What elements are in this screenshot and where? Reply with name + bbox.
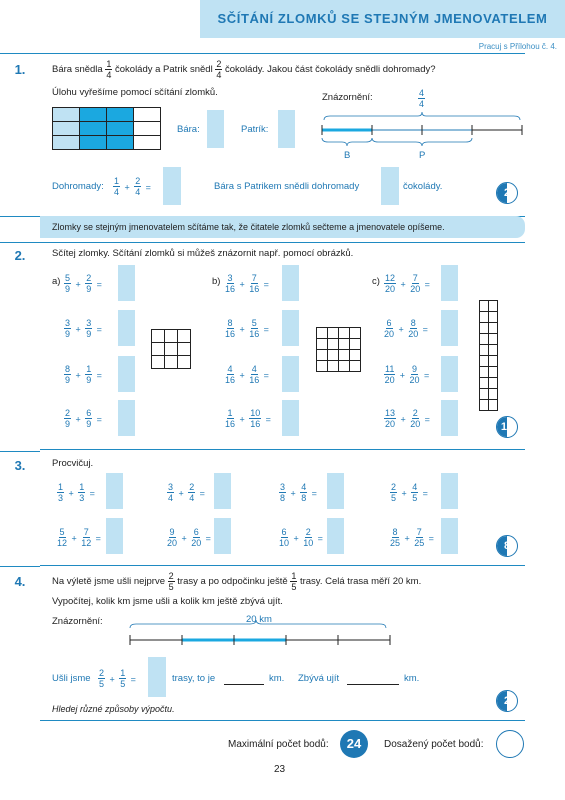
label-a: a) xyxy=(52,276,61,287)
fraction-sum: $\frac{5}{9}$ + $\frac{2}{9}$ = xyxy=(65,273,102,294)
fraction-sum: $\frac{13}{20}$ + $\frac{2}{20}$ = xyxy=(385,408,430,429)
answer-box[interactable] xyxy=(118,265,135,301)
fraction: $\frac{7}{25}$ xyxy=(414,527,425,548)
route-text: trasy, to je xyxy=(172,673,216,684)
fraction-sum: $\frac{5}{12}$ + $\frac{7}{12}$ = xyxy=(57,527,101,548)
fraction: $\frac{3}{16}$ xyxy=(225,273,236,294)
fraction: $\frac{3}{8}$ xyxy=(280,482,286,503)
segment-b-label: B xyxy=(344,150,351,161)
fraction: $\frac{9}{20}$ xyxy=(167,527,178,548)
fraction: $\frac{1}{4}$ xyxy=(106,59,112,80)
fraction-sum: $\frac{4}{16}$ + $\frac{4}{16}$ = xyxy=(225,364,269,385)
fraction: $\frac{4}{5}$ xyxy=(412,482,418,503)
page-title: SČÍTÁNÍ ZLOMKŮ SE STEJNÝM JMENOVATELEM xyxy=(217,11,548,26)
answer-box[interactable] xyxy=(106,518,123,554)
answer-box[interactable] xyxy=(441,265,458,301)
score-circle[interactable] xyxy=(496,730,524,758)
bara-answer-box[interactable] xyxy=(207,110,224,148)
fraction: $\frac{8}{9}$ xyxy=(65,364,71,385)
fraction-sum: $\frac{1}{16}$ + $\frac{10}{16}$ = xyxy=(225,408,271,429)
answer-box[interactable] xyxy=(118,310,135,346)
fraction-sum: $\frac{8}{25}$ + $\frac{7}{25}$ = xyxy=(390,527,434,548)
km-unit: km. xyxy=(404,673,420,684)
fraction: $\frac{5}{12}$ xyxy=(57,527,68,548)
patrik-answer-box[interactable] xyxy=(278,110,295,148)
answer-box[interactable] xyxy=(441,518,458,554)
fraction: $\frac{8}{16}$ xyxy=(225,318,236,339)
ex4-sum: $\frac{2}{5}$ + $\frac{1}{5}$ = xyxy=(99,668,136,689)
separator xyxy=(40,720,525,721)
answer-box[interactable] xyxy=(441,356,458,392)
segment-p-label: P xyxy=(419,150,426,161)
fraction-sum: $\frac{9}{20}$ + $\frac{6}{20}$ = xyxy=(167,527,211,548)
ex4-hint: Hledej různé způsoby výpočtu. xyxy=(52,704,175,714)
fraction-sum: $\frac{1}{3}$ + $\frac{1}{3}$ = xyxy=(58,482,95,503)
answer-box[interactable] xyxy=(441,310,458,346)
km-remaining-input[interactable] xyxy=(347,674,399,685)
exercise-number: 2. xyxy=(14,248,26,263)
fraction-sum: $\frac{2}{9}$ + $\frac{6}{9}$ = xyxy=(65,408,102,429)
fraction: $\frac{2}{4}$ xyxy=(189,482,195,503)
ex3-instruction: Procvičuj. xyxy=(52,458,94,469)
fraction-sum: $\frac{8}{16}$ + $\frac{5}{16}$ = xyxy=(225,318,269,339)
max-points-label: Maximální počet bodů: xyxy=(228,739,329,750)
answer-box[interactable] xyxy=(214,473,231,509)
fraction: $\frac{13}{20}$ xyxy=(385,408,396,429)
points-badge: 8 xyxy=(496,535,518,557)
fraction: $\frac{4}{16}$ xyxy=(225,364,236,385)
fraction: $\frac{4}{16}$ xyxy=(249,364,260,385)
points-badge: 2 xyxy=(496,690,518,712)
answer-box[interactable] xyxy=(282,310,299,346)
max-points-badge: 24 xyxy=(340,730,368,758)
page-subtitle: Pracuj s Přílohou č. 4. xyxy=(478,42,557,51)
ex4-question: Na výletě jsme ušli nejprve $\frac{2}{5}$ trasy a po odpočinku ještě $\frac{1}{5}$ trasy. Celá trasa měří 20 km. xyxy=(52,571,422,592)
fraction: $\frac{7}{12}$ xyxy=(81,527,92,548)
ex4-sum-answer-box[interactable] xyxy=(148,657,166,697)
fraction: $\frac{1}{3}$ xyxy=(79,482,85,503)
fraction: $\frac{10}{16}$ xyxy=(250,408,261,429)
fraction-sum: $\frac{3}{4}$ + $\frac{2}{4}$ = xyxy=(168,482,205,503)
fraction: $\frac{1}{3}$ xyxy=(58,482,64,503)
answer-box[interactable] xyxy=(118,356,135,392)
fraction: $\frac{6}{20}$ xyxy=(384,318,395,339)
fraction: $\frac{5}{9}$ xyxy=(65,273,71,294)
route-length-label: 20 km xyxy=(246,614,272,625)
ex1-method: Úlohu vyřešíme pomocí sčítání zlomků. xyxy=(52,87,218,98)
fraction-sum: $\frac{3}{16}$ + $\frac{7}{16}$ = xyxy=(225,273,269,294)
km-walked-input[interactable] xyxy=(224,674,264,685)
ex1-answer-end: čokolády. xyxy=(403,181,443,192)
answer-box[interactable] xyxy=(106,473,123,509)
label-c: c) xyxy=(372,276,380,287)
fraction: $\frac{8}{25}$ xyxy=(390,527,401,548)
bara-label: Bára: xyxy=(177,124,200,135)
fraction-sum: $\frac{6}{10}$ + $\frac{2}{10}$ = xyxy=(279,527,323,548)
separator xyxy=(0,566,40,567)
label-b: b) xyxy=(212,276,221,287)
ex4-number-line xyxy=(126,620,396,650)
whole-fraction: $\frac{4}{4}$ xyxy=(419,88,425,109)
fraction-sum: $\frac{8}{9}$ + $\frac{1}{9}$ = xyxy=(65,364,102,385)
fraction: $\frac{2}{4}$ xyxy=(216,59,222,80)
answer-box[interactable] xyxy=(327,518,344,554)
fraction: $\frac{2}{10}$ xyxy=(303,527,314,548)
ex4-question2: Vypočítej, kolik km jsme ušli a kolik km ještě zbývá ujít. xyxy=(52,596,283,607)
separator xyxy=(0,451,40,452)
ex1-sum: $\frac{1}{4}$ + $\frac{2}{4}$ = xyxy=(114,176,151,197)
chocolate-bar xyxy=(52,107,161,150)
fraction: $\frac{12}{20}$ xyxy=(385,273,396,294)
answer-box[interactable] xyxy=(118,400,135,436)
fraction-sum: $\frac{12}{20}$ + $\frac{7}{20}$ = xyxy=(385,273,430,294)
answer-box[interactable] xyxy=(282,400,299,436)
answer-box[interactable] xyxy=(441,400,458,436)
fraction: $\frac{6}{9}$ xyxy=(86,408,92,429)
points-badge: 2 xyxy=(496,182,518,204)
ex1-answer-text: Bára s Patrikem snědli dohromady xyxy=(214,181,360,192)
exercise-number: 4. xyxy=(14,574,26,589)
fraction: $\frac{7}{20}$ xyxy=(410,273,421,294)
fraction: $\frac{8}{20}$ xyxy=(408,318,419,339)
remain-label: Zbývá ujít xyxy=(298,673,340,684)
answer-box[interactable] xyxy=(327,473,344,509)
ex4-show-label: Znázornění: xyxy=(52,616,103,627)
answer-box[interactable] xyxy=(282,265,299,301)
km-unit: km. xyxy=(269,673,285,684)
separator xyxy=(40,449,525,450)
fraction: $\frac{1}{9}$ xyxy=(86,364,92,385)
fraction: $\frac{4}{8}$ xyxy=(301,482,307,503)
exercise-number: 1. xyxy=(14,62,26,77)
fraction: $\frac{2}{9}$ xyxy=(86,273,92,294)
fraction-sum: $\frac{11}{20}$ + $\frac{9}{20}$ = xyxy=(384,364,430,385)
ex1-answer-box[interactable] xyxy=(381,167,399,205)
exercise-number: 3. xyxy=(14,458,26,473)
fraction: $\frac{9}{20}$ xyxy=(409,364,420,385)
ex2-instruction: Sčítej zlomky. Sčítání zlomků si můžeš znázornit např. pomocí obrázků. xyxy=(52,248,354,259)
separator xyxy=(40,565,525,566)
fraction: $\frac{2}{20}$ xyxy=(410,408,421,429)
answer-box[interactable] xyxy=(282,356,299,392)
answer-box[interactable] xyxy=(214,518,231,554)
fraction: $\frac{1}{16}$ xyxy=(225,408,236,429)
grid-4x4 xyxy=(316,327,361,372)
fraction: $\frac{11}{20}$ xyxy=(384,364,395,385)
walked-label: Ušli jsme xyxy=(52,673,91,684)
fraction-sum: $\frac{6}{20}$ + $\frac{8}{20}$ = xyxy=(384,318,428,339)
fraction-sum: $\frac{3}{8}$ + $\frac{4}{8}$ = xyxy=(280,482,317,503)
ex1-total-label: Dohromady: xyxy=(52,181,104,192)
page-number: 23 xyxy=(274,764,286,775)
fraction: $\frac{2}{5}$ xyxy=(391,482,397,503)
score-label: Dosažený počet bodů: xyxy=(384,739,484,750)
grid-3x3 xyxy=(151,329,191,369)
patrik-label: Patrík: xyxy=(241,124,269,135)
ex1-show-label: Znázornění: xyxy=(322,92,373,103)
fraction-sum: $\frac{3}{9}$ + $\frac{3}{9}$ = xyxy=(65,318,102,339)
fraction: $\frac{6}{20}$ xyxy=(191,527,202,548)
fraction: $\frac{2}{9}$ xyxy=(65,408,71,429)
separator xyxy=(0,242,525,243)
points-badge: 12 xyxy=(496,416,518,438)
fraction: $\frac{6}{10}$ xyxy=(279,527,290,548)
fraction: $\frac{5}{16}$ xyxy=(249,318,260,339)
fraction: $\frac{7}{16}$ xyxy=(249,273,260,294)
fraction: $\frac{3}{9}$ xyxy=(65,318,71,339)
answer-box[interactable] xyxy=(441,473,458,509)
fraction: $\frac{3}{4}$ xyxy=(168,482,174,503)
rule-text: Zlomky se stejným jmenovatelem sčítáme tak, že čitatele zlomků sečteme a jmenovatele opíšeme. xyxy=(52,222,445,232)
separator xyxy=(0,53,525,54)
ex1-question: Bára snědla $\frac{1}{4}$ čokolády a Patrik snědl $\frac{2}{4}$ čokolády. Jakou část čokolády snědli dohromady? xyxy=(52,59,436,80)
grid-2x10 xyxy=(479,300,498,411)
fraction: $\frac{3}{9}$ xyxy=(86,318,92,339)
fraction-sum: $\frac{2}{5}$ + $\frac{4}{5}$ = xyxy=(391,482,428,503)
ex1-sum-answer-box[interactable] xyxy=(163,167,181,205)
